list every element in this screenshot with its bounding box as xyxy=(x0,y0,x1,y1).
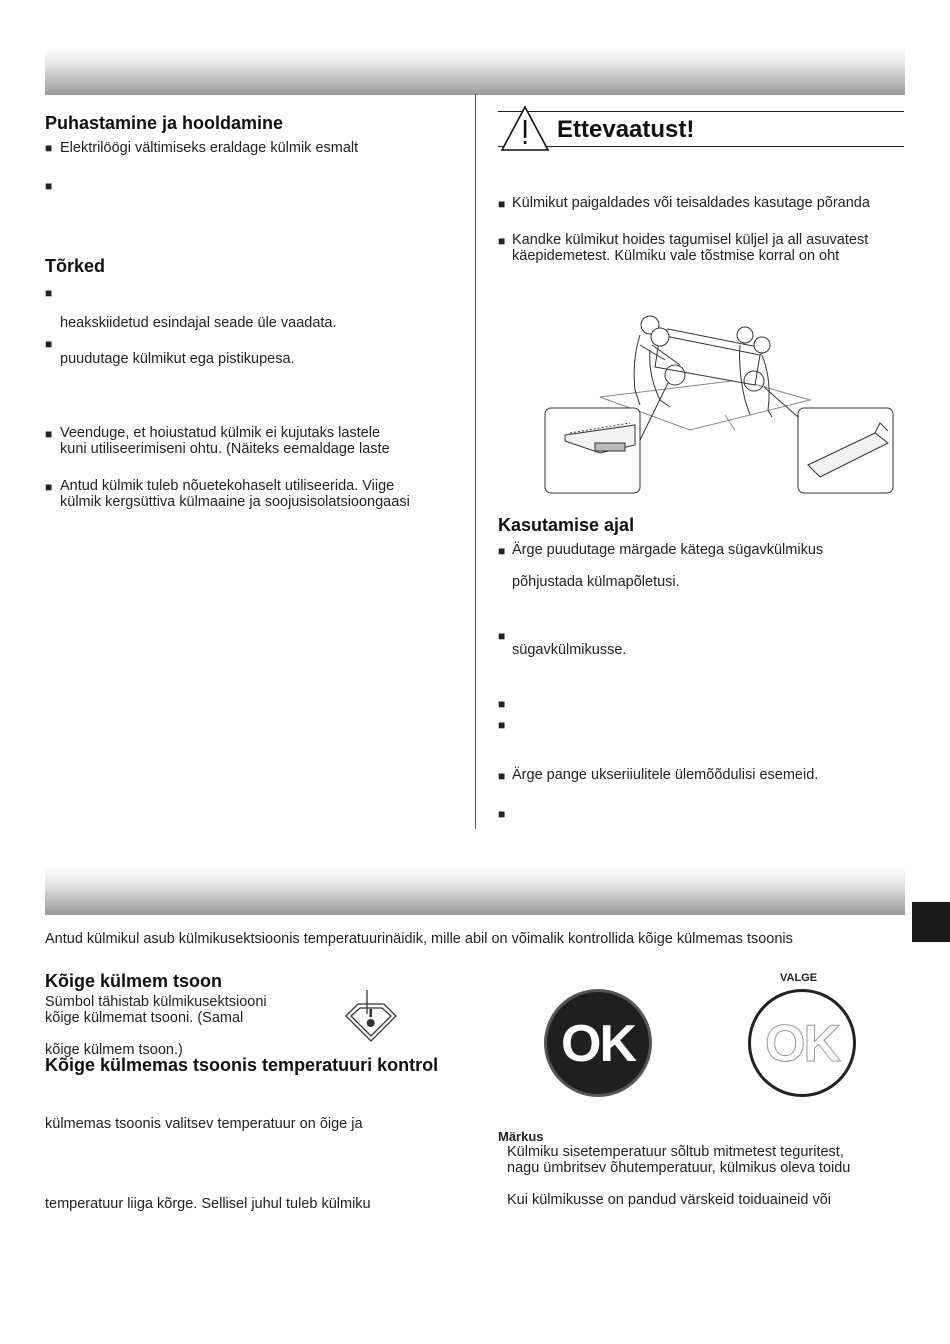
control-text-1: külmemas tsoonis valitsev temperatuur on õige ja xyxy=(45,1116,363,1132)
caution-title: Ettevaatust! xyxy=(557,116,695,143)
caution-rule-top xyxy=(498,111,904,112)
page-side-tab xyxy=(912,902,950,942)
temperature-control-heading: Kõige külmemas tsoonis temperatuuri kontrol xyxy=(45,1055,439,1075)
bullet-icon: ■ xyxy=(498,769,506,783)
disposal-text-2b: külmik kergsüttiva külmaaine ja soojusisolatsioongaasi xyxy=(60,494,410,510)
bullet-icon: ■ xyxy=(498,697,506,711)
use-heading: Kasutamise ajal xyxy=(498,515,635,535)
section-header-bar-top xyxy=(45,47,905,95)
faults-text-1: heakskiidetud esindajal seade üle vaadata. xyxy=(60,315,337,331)
carrying-illustration xyxy=(540,305,900,500)
bullet-icon: ■ xyxy=(45,141,53,155)
ok-text-white: OK xyxy=(765,1015,839,1073)
bullet-icon: ■ xyxy=(498,544,506,558)
cleaning-heading: Puhastamine ja hooldamine xyxy=(45,113,284,133)
note-text-3: Kui külmikusse on pandud värskeid toiduaineid või xyxy=(507,1192,832,1208)
coldest-zone-symbol-icon xyxy=(343,990,399,1048)
bullet-icon: ■ xyxy=(45,337,53,351)
ok-indicator-black xyxy=(544,989,652,1097)
indicator-intro: Antud külmikul asub külmikusektsioonis temperatuurinäidik, mille abil on võimalik kontrollida kõige külmemas tsoonis xyxy=(45,931,793,947)
note-text-1: Külmiku sisetemperatuur sõltub mitmetest teguritest, xyxy=(507,1144,844,1160)
faults-heading: Tõrked xyxy=(45,256,106,276)
coldest-zone-heading: Kõige külmem tsoon xyxy=(45,971,223,991)
disposal-text-1b: kuni utiliseerimiseni ohtu. (Näiteks eemaldage laste xyxy=(60,441,390,457)
use-text-2b: sügavkülmikusse. xyxy=(512,642,627,658)
use-text-5: Ärge pange ukseriiulitele ülemõõdulisi esemeid. xyxy=(512,767,819,783)
white-label: VALGE xyxy=(780,972,818,984)
bullet-icon: ■ xyxy=(498,807,506,821)
bullet-icon: ■ xyxy=(498,718,506,732)
coldest-text-3: kõige külmem tsoon.) xyxy=(45,1042,183,1058)
disposal-text-1a: Veenduge, et hoiustatud külmik ei kujutaks lastele xyxy=(60,425,381,441)
bullet-icon: ■ xyxy=(498,629,506,643)
caution-text-2a: Kandke külmikut hoides tagumisel küljel ja all asuvatest xyxy=(512,232,869,248)
coldest-text-2: kõige külmemat tsooni. (Samal xyxy=(45,1010,244,1026)
caution-text-2b: käepidemetest. Külmiku vale tõstmise korral on oht xyxy=(512,248,840,264)
bullet-icon: ■ xyxy=(498,197,506,211)
bullet-icon: ■ xyxy=(498,234,506,248)
disposal-text-2a: Antud külmik tuleb nõuetekohaselt utiliseerida. Viige xyxy=(60,478,395,494)
caution-text-1: Külmikut paigaldades või teisaldades kasutage põranda xyxy=(512,195,870,211)
cleaning-text-1: Elektrilöögi vältimiseks eraldage külmik esmalt xyxy=(60,140,359,156)
section-header-bar-bottom xyxy=(45,867,905,915)
note-heading: Märkus xyxy=(498,1129,544,1144)
note-text-2: nagu ümbritsev õhutemperatuur, külmikus oleva toidu xyxy=(507,1160,851,1176)
control-text-2: temperatuur liiga kõrge. Sellisel juhul tuleb külmiku xyxy=(45,1196,371,1212)
warning-triangle-icon xyxy=(499,104,551,152)
ok-indicator-white xyxy=(748,989,856,1097)
use-text-1b: põhjustada külmapõletusi. xyxy=(512,574,680,590)
caution-rule-bottom xyxy=(498,146,904,147)
column-divider xyxy=(475,94,476,829)
faults-text-2: puudutage külmikut ega pistikupesa. xyxy=(60,351,295,367)
bullet-icon: ■ xyxy=(45,480,53,494)
coldest-text-1: Sümbol tähistab külmikusektsiooni xyxy=(45,994,267,1010)
bullet-icon: ■ xyxy=(45,427,53,441)
bullet-icon: ■ xyxy=(45,179,53,193)
use-text-1a: Ärge puudutage märgade kätega sügavkülmikus xyxy=(512,542,824,558)
ok-text-black: OK xyxy=(561,1015,635,1073)
bullet-icon: ■ xyxy=(45,286,53,300)
